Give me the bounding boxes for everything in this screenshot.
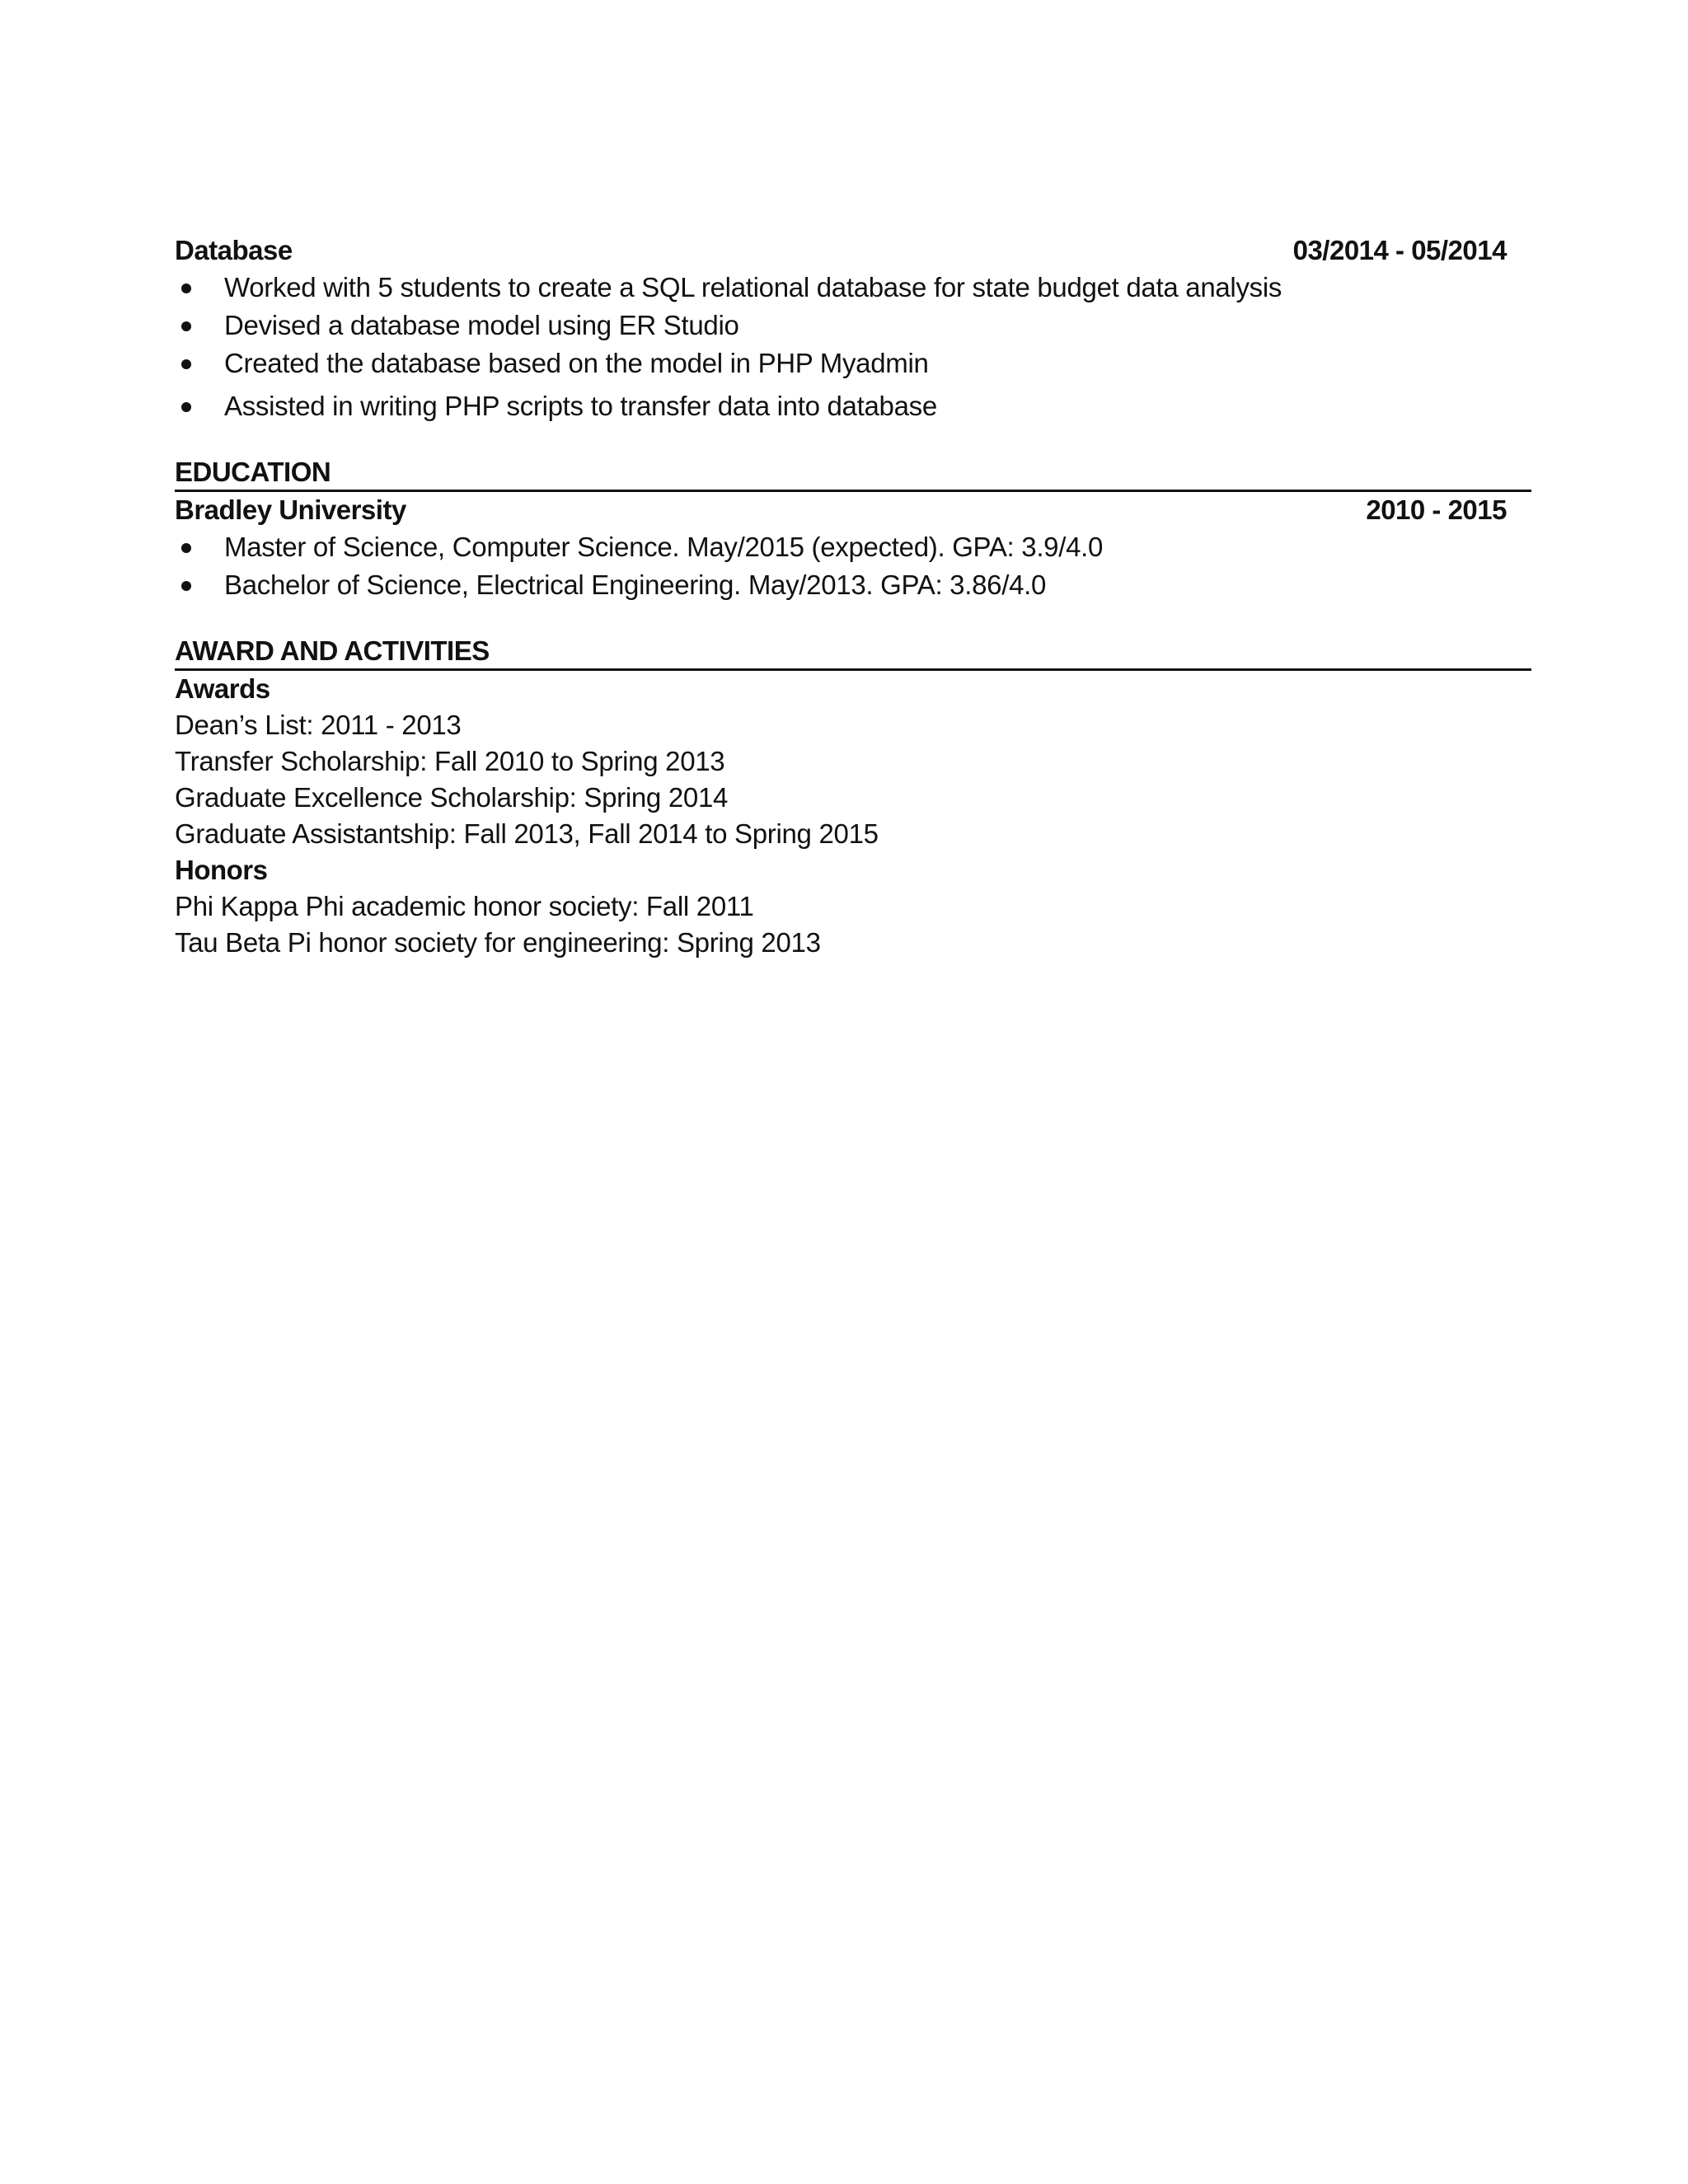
list-item <box>175 307 1518 344</box>
list-item <box>175 528 1518 566</box>
award-item: Graduate Assistantship: Fall 2013, Fall 2014 to Spring 2015 <box>175 818 879 849</box>
project-bullet-text: Assisted in writing PHP scripts to transfer data into database <box>224 391 937 421</box>
education-heading: EDUCATION <box>175 455 1531 492</box>
list-item <box>175 344 1518 382</box>
honor-item: Tau Beta Pi honor society for engineering: Spring 2013 <box>175 927 821 958</box>
award-item: Graduate Excellence Scholarship: Spring 2014 <box>175 782 729 813</box>
awards-heading: AWARD AND ACTIVITIES <box>175 634 1531 671</box>
resume-content <box>175 232 1518 961</box>
project-dates: 03/2014 - 05/2014 <box>1292 235 1507 265</box>
bullet-icon <box>181 359 191 369</box>
list-item <box>175 387 1518 425</box>
project-bullet-list <box>175 269 1518 425</box>
project-bullet-text: Created the database based on the model in PHP Myadmin <box>224 348 929 378</box>
section-spacer <box>175 604 1518 634</box>
honor-item: Phi Kappa Phi academic honor society: Fall 2011 <box>175 891 754 921</box>
project-title: Database <box>175 235 293 265</box>
list-item <box>175 566 1518 604</box>
awards-label: Awards <box>175 673 270 704</box>
project-header <box>175 232 1518 269</box>
education-header <box>175 492 1518 528</box>
project-bullet-text: Worked with 5 students to create a SQL relational database for state budget data analysis <box>224 272 1282 302</box>
project-bullet-text: Devised a database model using ER Studio <box>224 310 739 340</box>
section-spacer <box>175 425 1518 455</box>
school-name: Bradley University <box>175 494 406 525</box>
honors-label: Honors <box>175 855 268 885</box>
list-item <box>175 269 1518 307</box>
bullet-icon <box>181 581 191 591</box>
degree-text: Master of Science, Computer Science. May/2015 (expected). GPA: 3.9/4.0 <box>224 532 1104 562</box>
bullet-icon <box>181 543 191 553</box>
bullet-icon <box>181 284 191 293</box>
degree-text: Bachelor of Science, Electrical Engineering. May/2013. GPA: 3.86/4.0 <box>224 569 1047 600</box>
award-item: Transfer Scholarship: Fall 2010 to Spring 2013 <box>175 746 725 776</box>
bullet-icon <box>181 402 191 412</box>
education-bullet-list <box>175 528 1518 604</box>
education-dates: 2010 - 2015 <box>1366 494 1507 525</box>
award-item: Dean’s List: 2011 - 2013 <box>175 710 462 740</box>
bullet-icon <box>181 321 191 331</box>
